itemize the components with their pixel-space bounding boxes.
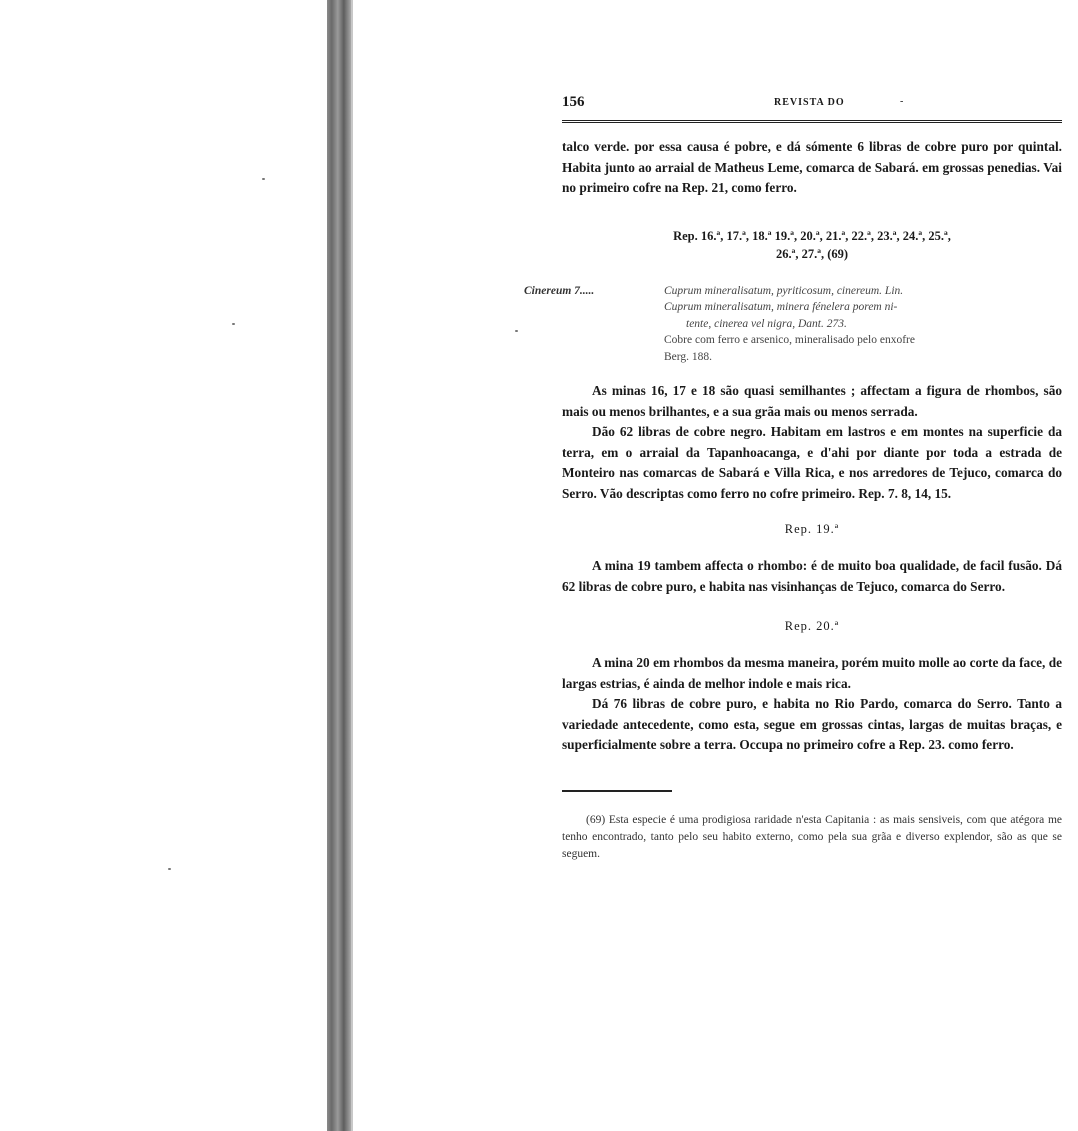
synonymy-block (524, 283, 1062, 366)
binding-edge (351, 0, 353, 1131)
paragraph-minas-16-18: As minas 16, 17 e 18 são quasi semilhantes ; affectam a figura de rhombos, são mais ou menos brilhantes, e a sua grãa mais ou menos serrada. (562, 383, 1062, 419)
rep-list-line-1: Rep. 16.ª, 17.ª, 18.ª 19.ª, 20.ª, 21.ª, 22.ª, 23.ª, 24.ª, 25.ª, (673, 228, 951, 243)
paragraph-talco: talco verde. por essa causa é pobre, e dá sómente 6 libras de cobre puro por quintal. Habita junto ao arraial de Matheus Leme, comarca de Sabará. em grossas penedias. Vai no primeiro cofre na Rep. 21, como ferro. (562, 139, 1062, 195)
page-number: 156 (562, 94, 585, 110)
heading-rep-20: Rep. 20.ª (784, 619, 840, 633)
paragraph-mina-20: A mina 20 em rhombos da mesma maneira, porém muito molle ao corte da face, de largas estrias, é ainda de melhor indole e mais rica. (562, 655, 1062, 691)
scan-speck (262, 178, 265, 180)
book-page (524, 92, 1062, 863)
scan-speck (232, 323, 235, 325)
heading-rep-19: Rep. 19.ª (784, 522, 840, 536)
footnote-69: (69) Esta especie é uma prodigiosa raridade n'esta Capitania : as mais sensiveis, com que atégora me tenho encontrado, tanto pelo seu habito externo, como pela sua grãa e diverso explendor, são as que se seguem. (562, 813, 1062, 860)
page-header (562, 92, 1062, 112)
synonymy-body (664, 283, 1062, 366)
paragraph-da-76: Dá 76 libras de cobre puro, e habita no Rio Pardo, comarca do Serro. Tanto a variedade antecedente, como esta, segue em grossas cintas, largas de muitas braças, e superficialmente sobre a terra. Occupa no primeiro cofre a Rep. 23. como ferro. (562, 696, 1062, 752)
synonymy-line: Cuprum mineralisatum, pyriticosum, cinereum. Lin. (664, 284, 904, 297)
rep-list-line-2: 26.ª, 27.ª, (69) (775, 246, 849, 261)
scan-speck (168, 868, 171, 870)
header-mark: - (900, 96, 904, 107)
synonymy-line: Cobre com ferro e arsenico, mineralisado pelo enxofre (664, 334, 915, 346)
paragraph-mina-19: A mina 19 tambem affecta o rhombo: é de muito boa qualidade, de facil fusão. Dá 62 libras de cobre puro, e habita nas visinhanças de Tejuco, comarca do Serro. (562, 558, 1062, 594)
book-binding-gutter (327, 0, 351, 1131)
scan-speck (515, 330, 518, 332)
synonymy-line: Berg. 188. (664, 350, 713, 363)
synonymy-line: Cuprum mineralisatum, minera fénelera porem ni- (664, 301, 898, 313)
paragraph-dao-62: Dão 62 libras de cobre negro. Habitam em lastros e em montes na superficie da terra, em o arraial da Tapanhoacanga, e d'ahi por diante por toda a estrada de Monteiro nas comarcas de Sabará e Villa Rica, e nos arredores de Tejuco, comarca do Serro. Vão descriptas como ferro no cofre primeiro. Rep. 7. 8, 14, 15. (562, 424, 1062, 501)
running-title: REVISTA DO (774, 97, 845, 108)
synonymy-term: Cinereum 7..... (524, 284, 595, 297)
synonymy-line: tente, cinerea vel nigra, Dant. 273. (686, 317, 847, 330)
